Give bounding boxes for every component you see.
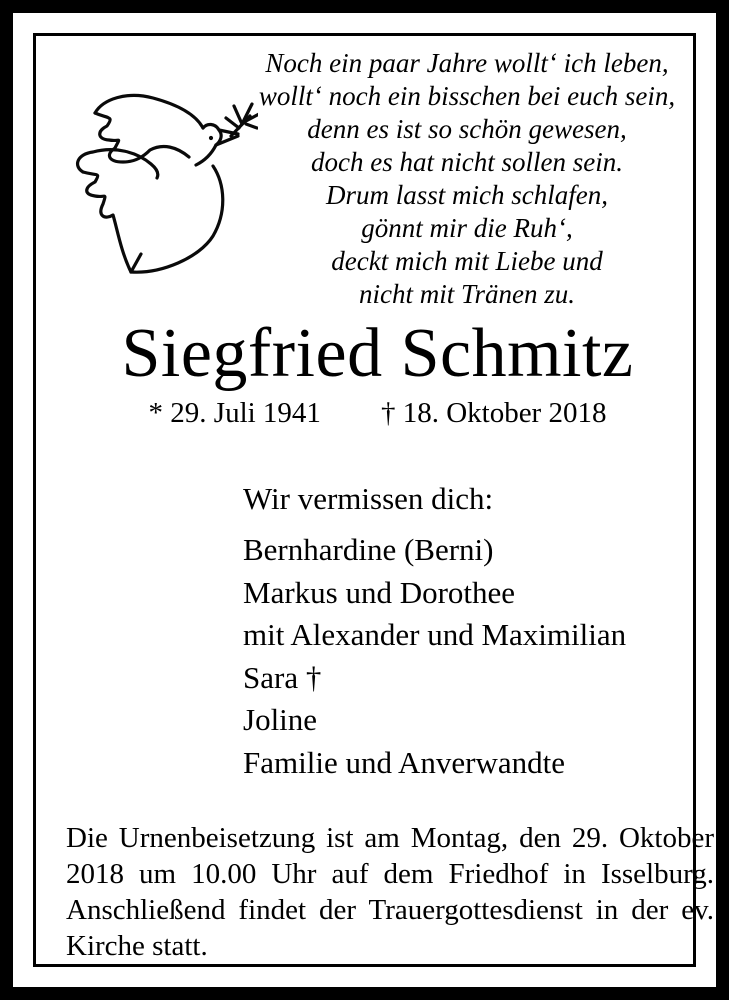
poem: [221, 47, 713, 311]
mourner-name: Joline: [243, 702, 318, 737]
death-date: † 18. Oktober 2018: [380, 397, 607, 429]
poem-line: nicht mit Tränen zu.: [358, 279, 575, 309]
mourner-name: Familie und Anverwandte: [243, 744, 565, 780]
card-paper: [13, 13, 716, 987]
mourner-name: Markus und Dorothee: [243, 574, 516, 610]
funeral-announcement: Die Urnenbeisetzung ist am Montag, den 29. Oktober 2018 um 10.00 Uhr auf dem Friedhof in Isselburg. Anschließend findet der Trauergottesdienst in der ev. Kirche statt.: [66, 822, 714, 962]
poem-line: deckt mich mit Liebe und: [331, 246, 603, 276]
poem-line: Drum lasst mich schlafen,: [326, 180, 608, 210]
birth-date: * 29. Juli 1941: [148, 397, 321, 429]
poem-line: wollt‘ noch ein bisschen bei euch sein,: [258, 81, 676, 111]
mourners-intro: Wir vermissen dich:: [243, 481, 494, 516]
mourners-list: [243, 478, 703, 784]
poem-line: Noch ein paar Jahre wollt‘ ich leben,: [265, 48, 669, 78]
mourner-name: Bernhardine (Berni): [243, 532, 494, 567]
deceased-name: Siegfried Schmitz: [121, 315, 634, 392]
mourner-name: Sara †: [243, 659, 322, 695]
poem-line: doch es hat nicht sollen sein.: [311, 147, 623, 177]
poem-line: denn es ist so schön gewesen,: [307, 114, 627, 144]
poem-line: gönnt mir die Ruh‘,: [361, 213, 573, 243]
mourner-name: mit Alexander und Maximilian: [243, 617, 627, 652]
life-dates: [13, 397, 729, 429]
